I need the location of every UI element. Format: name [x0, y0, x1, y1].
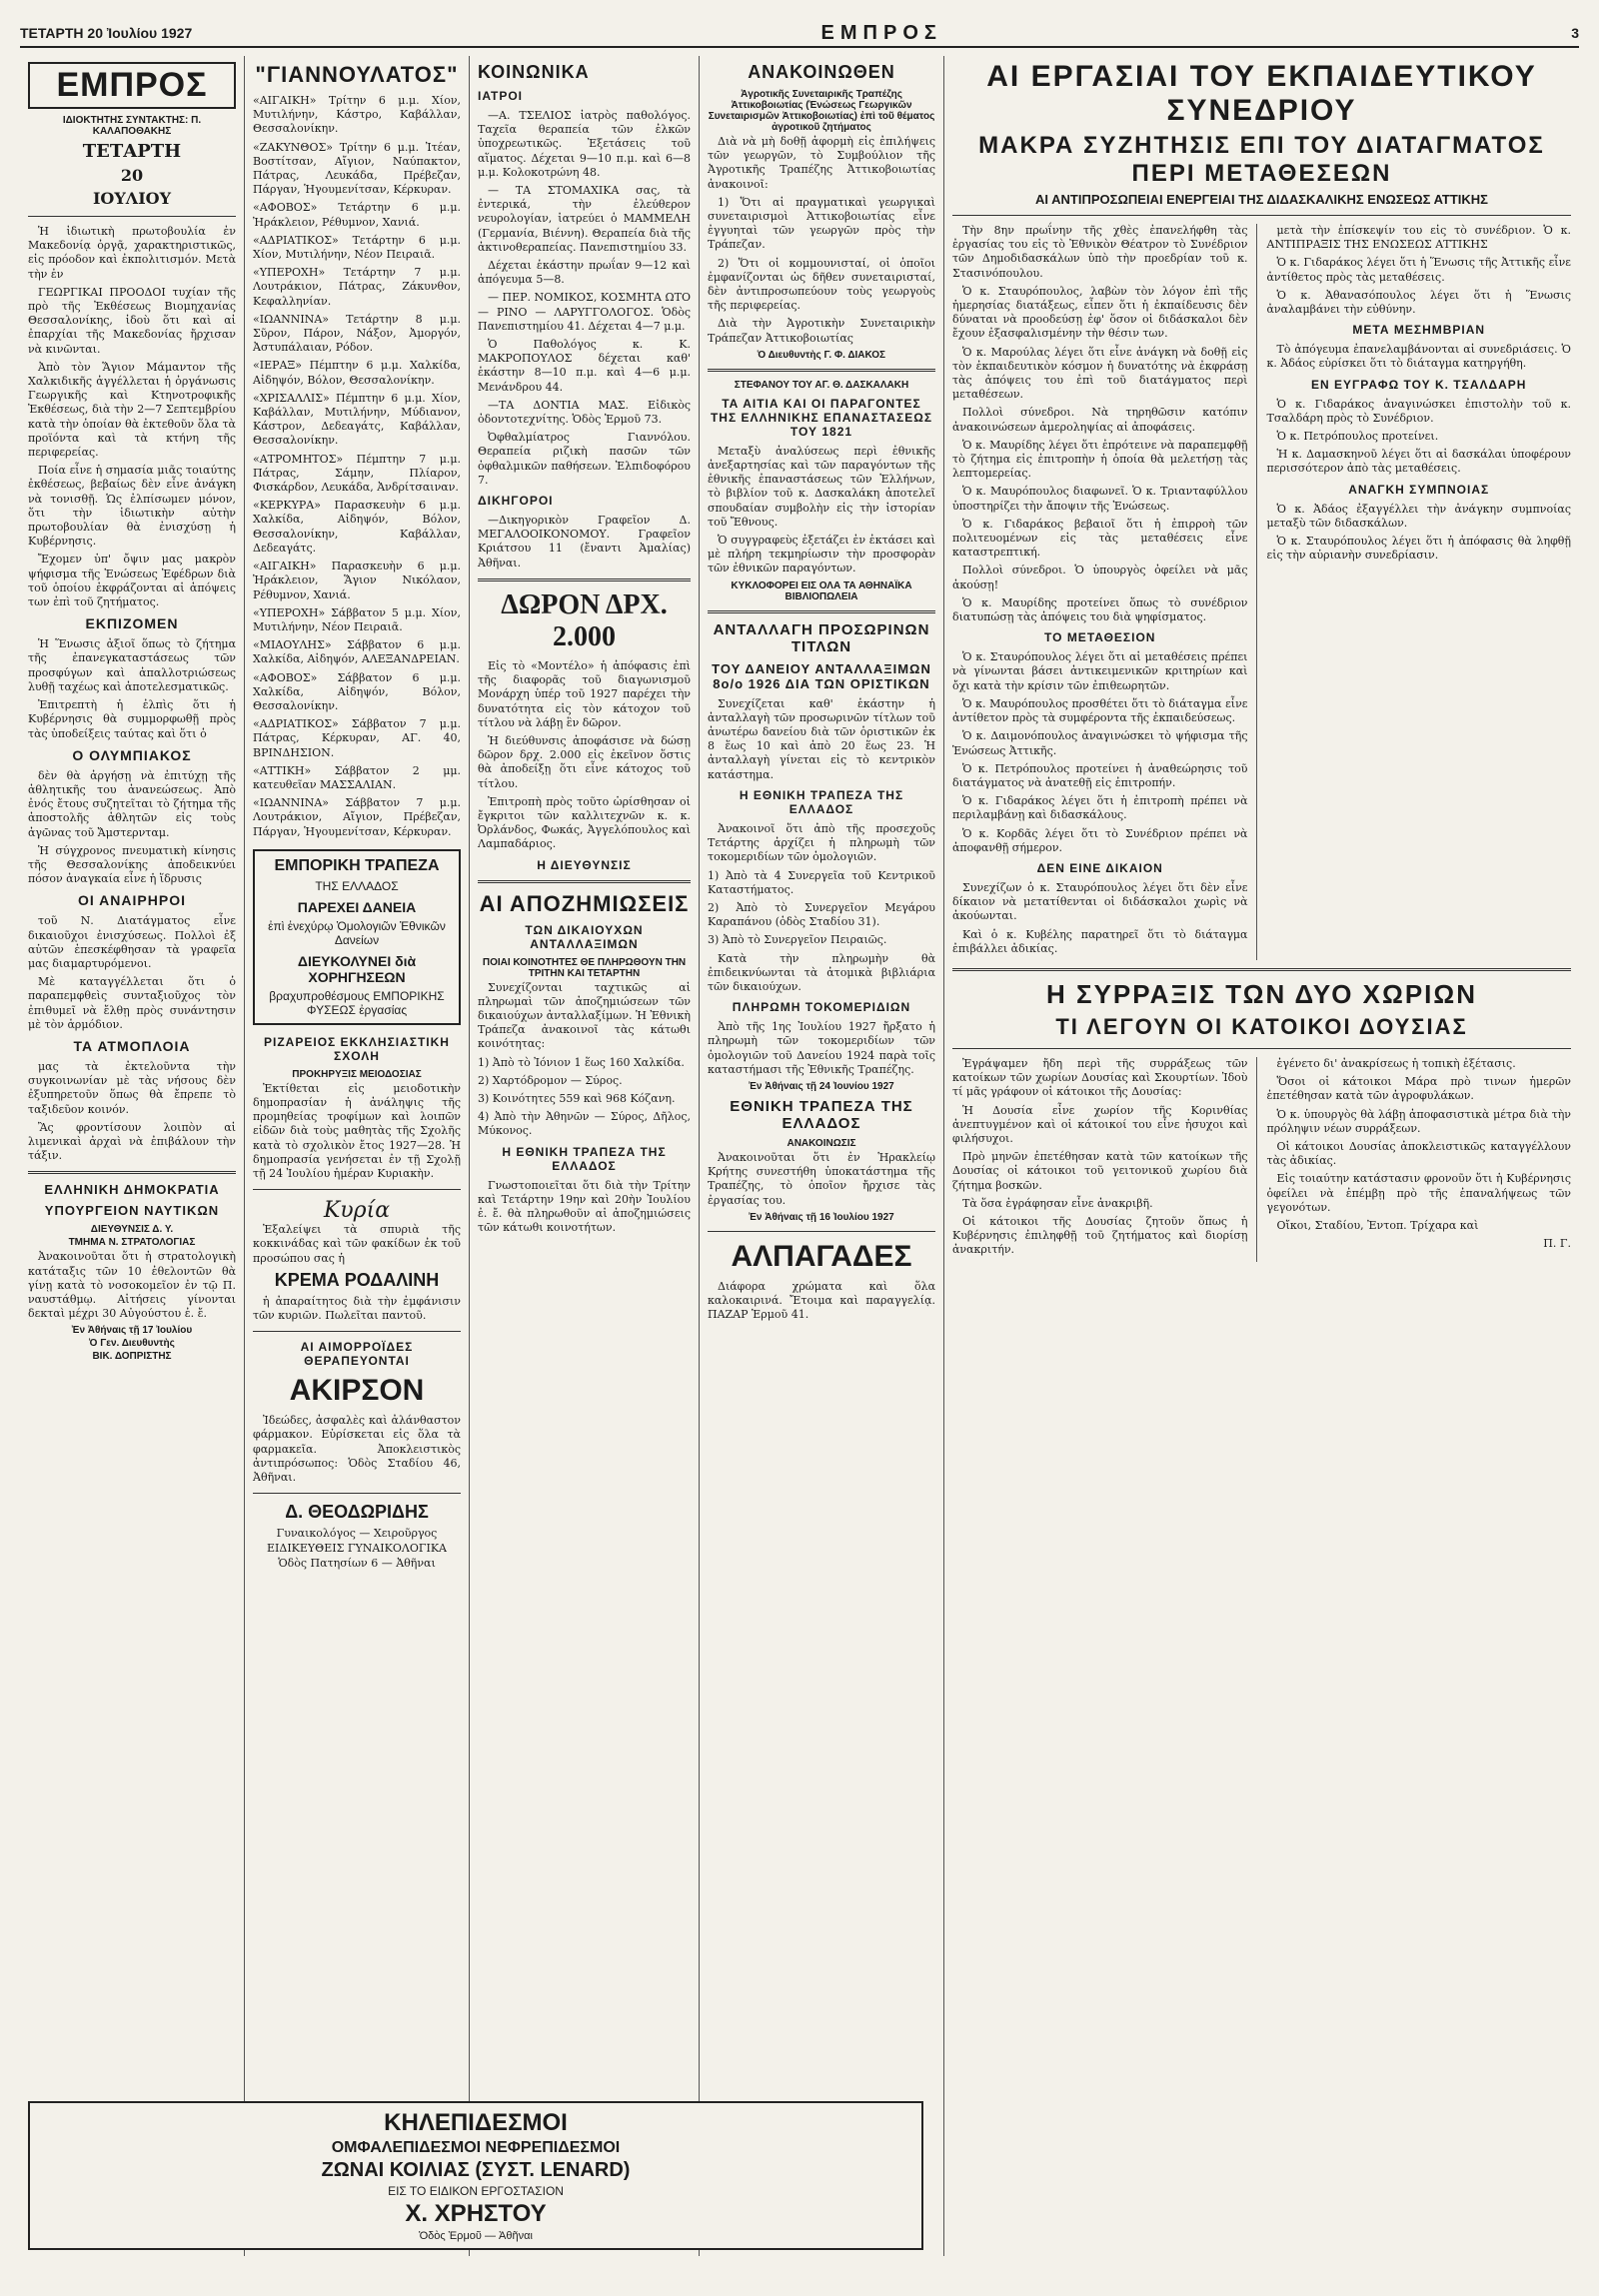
text: Μὲ καταγγέλλεται ὅτι ὁ παραπεμφθεὶς συνταξιοῦχος τὸν ἐπιθυμεῖ νὰ ἔλθῃ πρὸς συνάντησιν μὲ τὸν ἁρμόδιον. — [28, 975, 236, 1031]
text: ΓΕΩΡΓΙΚΑΙ ΠΡΟΟΔΟΙ τυχίαν τῆς πρὸ τῆς Ἐκθέσεως Βιομηχανίας Θεσσαλονίκης, ἰδοὺ ὅτι καὶ αἱ ἐπαρχίαι τῆς Μακεδονίας ἤρχισαν νὰ κινῶνται. — [28, 285, 236, 356]
text: Ὁ κ. Πετρόπουλος προτείνει. — [1276, 430, 1439, 444]
headline-villages: Η ΣΥΡΡΑΞΙΣ ΤΩΝ ΔΥΟ ΧΩΡΙΩΝ — [1045, 978, 1478, 1009]
text: Καὶ ὁ κ. Κυβέλης παρατηρεῖ ὅτι τὸ διάταγμα ἐπιβάλλει ἀδικίας. — [952, 927, 1248, 955]
villages-right — [1267, 1057, 1572, 1262]
column-4 — [700, 56, 944, 2256]
text: Ἡ ἰδιωτικὴ πρωτοβουλία ἐν Μακεδονίᾳ ὀργᾷ, χαρακτηριστικῶς, εἰς πρόοδον καὶ ἐκπολιτισμόν. Μετὰ τὴν ἐν — [28, 225, 236, 281]
headline-sub: ΜΑΚΡΑ ΣΥΖΗΤΗΣΙΣ ΕΠΙ ΤΟΥ ΔΙΑΤΑΓΜΑΤΟΣ ΠΕΡΙ ΜΕΤΑΘΕΣΕΩΝ — [978, 132, 1545, 187]
text: Ὁ κ. Γιδαράκος λέγει ὅτι ἡ ἐπιτροπὴ πρέπει νὰ περιλαμβάνῃ καὶ διδασκάλους. — [952, 794, 1248, 822]
subhead: ΕΚΠΙΖΟΜΕΝ — [85, 615, 179, 632]
bank2-title: ΕΘΝΙΚΗ ΤΡΑΠΕΖΑ ΤΗΣ ΕΛΛΑΔΟΣ — [730, 1097, 913, 1132]
column-5 — [944, 56, 1579, 2256]
text: Διὰ νὰ μὴ δοθῇ ἀφορμὴ εἰς ἐπιλήψεις τῶν γεωργῶν, τὸ Συμβούλιον τῆς Ἀγροτικῆς Τραπέζης Ἀττικοβοιωτίας ἀνακοινοῖ: — [708, 135, 935, 191]
text: Ὁ κ. Σταυρόπουλος λέγει ὅτι ἡ ἀπόφασις θὰ ληφθῇ εἰς τὴν αὐριανὴν συνεδρίασιν. — [1266, 535, 1571, 563]
text: —Α. ΤΣΕΛΙΟΣ ἰατρὸς παθολόγος. Ταχεῖα θεραπεία τῶν ἐλκῶν ὑποχρεωτικῶς. Ἐξετάσεις τοῦ αἵματος. Δέχεται 9—10 π.μ. καὶ 6—8 μ.μ. Κολοκοτρώνη 48. — [478, 109, 691, 179]
school-sub: ΠΡΟΚΗΡΥΞΙΣ ΜΕΙΟΔΟΣΙΑΣ — [292, 1068, 422, 1080]
ann3: ΑΝΑΚΟΙΝΩΣΙΣ — [787, 1137, 856, 1149]
bank-ad-offer2: ΔΙΕΥΚΟΛΥΝΕΙ διὰ ΧΟΡΗΓΗΣΕΩΝ — [297, 952, 417, 985]
editor-line: ΙΔΙΟΚΤΗΤΗΣ ΣΥΝΤΑΚΤΗΣ: Π. ΚΑΛΑΠΟΘΑΚΗΣ — [62, 115, 202, 137]
comp-sub: ΤΩΝ ΔΙΚΑΙΟΥΧΩΝ ΑΝΤΑΛΛΑΞΙΜΩΝ — [525, 922, 644, 951]
text: ἐγένετο δι' ἀνακρίσεως ἡ τοπικὴ ἐξέτασις. — [1276, 1056, 1516, 1070]
shipping-title: "ΓΙΑΝΝΟΥΛΑΤΟΣ" — [255, 62, 459, 87]
bank-ad-title: ΕΜΠΟΡΙΚΗ ΤΡΑΠΕΖΑ — [274, 856, 440, 874]
article-left — [952, 224, 1257, 960]
schedule: «ΥΠΕΡΟΧΗ» Σάββατον 5 μ.μ. Χίον, Μυτιλήνην, Νέον Πειραιᾶ. — [253, 605, 461, 633]
subhead: ΜΕΤΑ ΜΕΣΗΜΒΡΙΑΝ — [1352, 323, 1486, 338]
column-3 — [470, 56, 700, 2256]
month: ΙΟΥΛΙΟΥ — [92, 189, 172, 208]
books: ΚΥΚΛΟΦΟΡΕΙ ΕΙΣ ΟΛΑ ΤΑ ΑΘΗΝΑΪΚΑ ΒΙΒΛΙΟΠΩΛΕΙΑ — [731, 579, 912, 602]
notice-state: ΕΛΛΗΝΙΚΗ ΔΗΜΟΚΡΑΤΙΑ — [44, 1182, 220, 1198]
schedule: «ΑΙΓΑΙΚΗ» Παρασκευὴν 6 μ.μ. Ἠράκλειον, Ἅγιον Νικόλαον, Ρέθυμνον, Χανιά. — [253, 560, 461, 601]
text: Πολλοὶ σύνεδροι. Νὰ τηρηθῶσιν κατόπιν ἀνακοινώσεων ἀμεροληψίας αἱ ἀποφάσεις. — [952, 406, 1248, 434]
ad-kyria: Κυρία — [323, 1198, 391, 1224]
text: ἡ ἀπαραίτητος διὰ τὴν ἐμφάνισιν τῶν κυριῶν. Πωλεῖται παντοῦ. — [253, 1294, 461, 1322]
bottom-ad-h5: Χ. ΧΡΗΣΤΟΥ — [405, 2200, 547, 2227]
headline-villages-sub: ΤΙ ΛΕΓΟΥΝ ΟΙ ΚΑΤΟΙΚΟΙ ΔΟΥΣΙΑΣ — [1055, 1013, 1468, 1039]
text: Συνεχίζονται ταχτικῶς αἱ πληρωμαὶ τῶν ἀποζημιώσεων τῶν δικαιούχων ἀνταλλαξίμων. Ἡ Ἐθνικὴ Τράπεζα ἀνακοινοῖ τὰς κάτωθι κοινότητας: — [478, 980, 691, 1051]
text: Ἀνακοινοῦται ὅτι ἐν Ἡρακλείῳ Κρήτης συνεστήθη ὑποκατάστημα τῆς Τραπέζης, τὸ ὁποῖον ἤρχισε τὰς ἐργασίας του. — [708, 1150, 935, 1207]
text: Ἡ κ. Δαμασκηνοῦ λέγει ὅτι αἱ δασκάλαι ὑποφέρουν περισσότερον ἀπὸ τὰς μεταθέσεις. — [1266, 448, 1571, 476]
schedule: «ΑΦΟΒΟΣ» Σάββατον 6 μ.μ. Χαλκίδα, Αἰδηψόν, Βόλον, Θεσσαλονίκην. — [253, 670, 461, 712]
villages-columns — [952, 1057, 1571, 1262]
text: Ἐγράψαμεν ἤδη περὶ τῆς συρράξεως τῶν κατοίκων τῶν χωρίων Δουσίας καὶ Σκουρτίων. Ἰδοὺ τί μᾶς γράφουν οἱ κάτοικοι τῆς Δουσίας: — [952, 1056, 1248, 1099]
villages-left — [952, 1057, 1257, 1262]
text: Οἴκοι, Σταδίου, Ἐντοπ. Τρίχαρα καὶ — [1276, 1218, 1479, 1232]
essay-title: ΤΑ ΑΙΤΙΑ ΚΑΙ ΟΙ ΠΑΡΑΓΟΝΤΕΣ ΤΗΣ ΕΛΛΗΝΙΚΗΣ ΕΠΑΝΑΣΤΑΣΕΩΣ ΤΟΥ 1821 — [710, 396, 933, 439]
brand-title: ΕΜΠΡΟΣ — [28, 62, 236, 109]
text: Ὁ συγγραφεὺς ἐξετάζει ἐν ἐκτάσει καὶ μὲ πλήρη τεκμηρίωσιν τὴν προσφορὰν τῶν ἐθνικῶν παραγόντων. — [708, 534, 935, 575]
text: Ὁ κ. Κορδᾶς λέγει ὅτι τὸ Συνέδριον πρέπει νὰ ἀποφανθῇ σήμερον. — [952, 826, 1248, 854]
notice-dept: ΔΙΕΥΘΥΝΣΙΣ Δ. Υ. — [90, 1224, 174, 1236]
subhead: ΔΕΝ ΕΙΝΕ ΔΙΚΑΙΟΝ — [1036, 860, 1163, 875]
social-title: ΚΟΙΝΩΝΙΚΑ — [478, 62, 590, 82]
bottom-ad-h4: ΕΙΣ ΤΟ ΕΙΔΙΚΟΝ ΕΡΓΟΣΤΑΣΙΟΝ — [388, 2184, 564, 2198]
comp-title: ΑΙ ΑΠΟΖΗΜΙΩΣΕΙΣ — [479, 890, 690, 916]
text: Ὁ κ. Μαρούλας λέγει ὅτι εἶνε ἀνάγκη νὰ δοθῇ εἰς τὸν ἐκπαιδευτικὸν κόσμον ἡ δυνατότης νὰ ἐκφράσῃ τὰς ἀπόψεις του ἐπὶ τοῦ διατάγματος περὶ μεταθέσεων. — [952, 345, 1248, 402]
ad-cream: ΚΡΕΜΑ ΡΟΔΑΛΙΝΗ — [274, 1269, 440, 1290]
column-1 — [20, 56, 245, 2256]
text: Ἂς φροντίσουν λοιπὸν αἱ λιμενικαὶ ἀρχαὶ νὰ ἐπιβάλουν τὴν τάξιν. — [28, 1120, 236, 1163]
text: Δέχεται ἑκάστην πρωΐαν 9—12 καὶ ἀπόγευμα 5—8. — [478, 259, 691, 287]
text: Ἡ σύγχρονος πνευματικὴ κίνησις τῆς Θεσσαλονίκης ἀποδεικνύει πόσον ἀναγκαία εἶνε ἡ ἵδρυσις — [28, 843, 236, 886]
schedule: «ΑΙΓΑΙΚΗ» Τρίτην 6 μ.μ. Χίον, Μυτιλήνην, Κάστρο, Καβάλλαν, Θεσσαλονίκην. — [253, 94, 461, 136]
ad-akirson: ΑΚΙΡΣΟΝ — [289, 1374, 425, 1408]
schedule: «ΚΕΡΚΥΡΑ» Παρασκευὴν 6 μ.μ. Χαλκίδα, Αἰδηψόν, Βόλον, Θεσσαλονίκην, Καβάλλαν, Δεδεαγάτς. — [253, 499, 461, 555]
text: Διάφορα χρώματα καὶ ὅλα καλοκαιρινά. Ἔτοιμα καὶ παραγγελίᾳ. ΠΑΖΑΡ Ἑρμοῦ 41. — [708, 1279, 935, 1322]
comp-sub2: ΠΟΙΑΙ ΚΟΙΝΟΤΗΤΕΣ ΘΕ ΠΛΗΡΩΘΟΥΝ ΤΗΝ ΤΡΙΤΗΝ ΚΑΙ ΤΕΤΑΡΤΗΝ — [482, 956, 687, 979]
text: Ἐκτίθεται εἰς μειοδοτικὴν δημοπρασίαν ἡ ἀνάληψις τῆς προμηθείας τροφίμων καὶ λοιπῶν εἰδῶν διὰ τοὺς μαθητὰς τῆς Σχολῆς κατὰ τὸ σχολικὸν ἔτος 1927—28. Ἡ δημοπρασία γενήσεται ἐν τῇ Σχολῇ τῇ 24 Ἰουλίου ἡμέραν Κυριακὴν. — [253, 1081, 461, 1180]
text: Ἡ Δουσία εἶνε χωρίον τῆς Κορινθίας ἀνεπτυγμένον καὶ οἱ κάτοικοί του εἶνε ἡσυχοι καὶ φιλήσυχοι. — [952, 1103, 1248, 1145]
ad-doctor-line: Γυναικολόγος — Χειροῦργος — [276, 1527, 438, 1541]
school-title: ΡΙΖΑΡΕΙΟΣ ΕΚΚΛΗΣΙΑΣΤΙΚΗ ΣΧΟΛΗ — [264, 1034, 450, 1063]
notice-ministry: ΥΠΟΥΡΓΕΙΟΝ ΝΑΥΤΙΚΩΝ — [44, 1203, 220, 1219]
mast-right: 3 — [1571, 25, 1579, 41]
text: 4) Ἀπὸ τὴν Ἀθηνῶν — Σύρος, Δῆλος, Μύκονος. — [478, 1110, 691, 1138]
ad-doctor-line: Ὁδὸς Πατησίων 6 — Ἀθῆναι — [278, 1557, 436, 1571]
text: Ὁ κ. Σταυρόπουλος λέγει ὅτι αἱ μεταθέσεις πρέπει νὰ γίνωνται βάσει ἀντικειμενικῶν κριτηρίων καὶ ὄχι κατὰ τὴν κρίσιν τῶν ἐπιθεωρητῶν. — [952, 650, 1248, 692]
text: Ὁ κ. Σταυρόπουλος, λαβὼν τὸν λόγον ἐπὶ τῆς ἡμερησίας διατάξεως, εἶπεν ὅτι ἡ ἐκπαίδευσις δὲν δύναται νὰ προοδεύσῃ ἐφ' ὅσον οἱ διδάσκαλοι δὲν ἔχουν ἐξασφαλισμένην τὴν θέσιν των. — [952, 284, 1248, 341]
subhead: ΤΑ ΑΤΜΟΠΛΟΙΑ — [73, 1037, 191, 1054]
subhead: ΑΝΑΓΚΗ ΣΥΜΠΝΟΙΑΣ — [1348, 482, 1490, 497]
schedule: «ΜΙΑΟΥΛΗΣ» Σάββατον 6 μ.μ. Χαλκίδα, Αἰδηψόν, ΑΛΕΞΑΝΔΡΕΙΑΝ. — [253, 638, 461, 666]
article-columns — [952, 224, 1571, 960]
notice-office: ΤΜΗΜΑ Ν. ΣΤΡΑΤΟΛΟΓΙΑΣ — [68, 1237, 196, 1249]
essay-author: ΣΤΕΦΑΝΟΥ ΤΟΥ ΑΓ. Θ. ΔΑΣΚΑΛΑΚΗ — [734, 379, 909, 391]
mast-center: ΕΜΠΡΟΣ — [820, 21, 942, 44]
text: Ὁ κ. Γιδαράκος ἀναγινώσκει ἐπιστολὴν τοῦ κ. Τσαλδάρη πρὸς τὸ Συνέδριον. — [1266, 397, 1571, 425]
masthead — [20, 20, 1579, 48]
text: Συνεχίζων ὁ κ. Σταυρόπουλος λέγει ὅτι δὲν εἶνε δίκαιον νὰ μετατίθενται οἱ διδάσκαλοι χωρὶς νὰ ἀκούωνται. — [952, 880, 1248, 923]
text: Ποία εἶνε ἡ σημασία μιᾶς τοιαύτης ἐκθέσεως, βεβαίως δὲν εἶνε ἀνάγκη νὰ τονισθῇ. Ὡς ἐλπίσωμεν μόνον, ὅτι τὴν ἰδιωτικὴν αὐτὴν πρωτοβουλίαν θὰ ἐνισχύσῃ ἡ Κυβέρνησις. — [28, 464, 236, 549]
bank-ad-text2: βραχυπροθέσμους ΕΜΠΟΡΙΚΗΣ ΦΥΣΕΩΣ ἐργασίας — [269, 988, 445, 1017]
day: 20 — [120, 166, 144, 185]
ad-hem: ΑΙ ΑΙΜΟΡΡΟΪΔΕΣ ΘΕΡΑΠΕΥΟΝΤΑΙ — [300, 1340, 414, 1369]
coupons-title: ΠΛΗΡΩΜΗ ΤΟΚΟΜΕΡΙΔΙΩΝ — [732, 1000, 911, 1015]
headline-sub2: ΑΙ ΑΝΤΙΠΡΟΣΩΠΕΙΑΙ ΕΝΕΡΓΕΙΑΙ ΤΗΣ ΔΙΔΑΣΚΑΛΙΚΗΣ ΕΝΩΣΕΩΣ ΑΤΤΙΚΗΣ — [1035, 192, 1488, 207]
text: Ὁ κ. Μαυρίδης λέγει ὅτι ἐπρότεινε νὰ παραπεμφθῇ τὸ ζήτημα εἰς ἐπιτροπὴν ἡ ὁποία θὰ μελετήσῃ τὰς λεπτομερείας. — [952, 438, 1248, 481]
weekday: ΤΕΤΑΡΤΗ — [82, 141, 182, 162]
headline-main: ΑΙ ΕΡΓΑΣΙΑΙ ΤΟΥ ΕΚΠΑΙΔΕΥΤΙΚΟΥ ΣΥΝΕΔΡΙΟΥ — [986, 60, 1537, 127]
columns — [20, 56, 1579, 2256]
text: 1) Ὅτι αἱ πραγματικαὶ γεωργικαὶ συνεταιρισμοὶ Ἀττικοβοιωτίας εἶνε ἐγγυηταὶ τῶν γεωργῶν πρὸς τὴν Τράπεζαν. — [708, 195, 935, 252]
subhead: ΤΟ ΜΕΤΑΘΕΣΙΟΝ — [1044, 630, 1156, 645]
article-right — [1267, 224, 1572, 960]
bottom-ad — [28, 2101, 923, 2250]
text: 2) Χαρτόδρομον — Σύρος. — [478, 1073, 623, 1087]
bank-ad-sub: ΤΗΣ ΕΛΛΑΔΟΣ — [315, 878, 399, 893]
sign: Ὁ Διευθυντὴς Γ. Φ. ΔΙΑΚΟΣ — [757, 349, 886, 361]
schedule: «ΖΑΚΥΝΘΟΣ» Τρίτην 6 μ.μ. Ἰτέαν, Βοστίτσαν, Αἴγιον, Ναύπακτον, Πάτρας, Λευκάδα, Πρέβεζαν, Πάργαν, Ἡγουμενίτσαν, Κέρκυραν. — [253, 140, 461, 197]
text: Εἰς τὸ «Μοντέλο» ἡ ἀπόφασις ἐπὶ τῆς διαφορᾶς τοῦ διαγωνισμοῦ Μονάρχη ὑπέρ τοῦ 1927 παρέχει τὴν δυνατότητα εἰς τὸν κάτοχον τοῦ τίτλου νὰ λάβῃ ἓν δῶρον. — [478, 658, 691, 729]
ann-title: ΑΝΑΚΟΙΝΩΘΕΝ — [748, 62, 895, 82]
text: — ΤΑ ΣΤΟΜΑΧΙΚΑ σας, τὰ ἐντερικά, τὴν ἐλεύθερον νευρολογίαν, ἰατρεύει ὁ ΜΑΜΜΕΛΗ (Γερμανία, Βιέννη). Θεραπεία διὰ τῆς ἀκτινοθεραπείας. Πανεπιστημίου 33. — [478, 184, 691, 254]
lawyers-title: ΔΙΚΗΓΟΡΟΙ — [478, 494, 554, 509]
bottom-ad-h3: ΖΩΝΑΙ ΚΟΙΛΙΑΣ (ΣΥΣΤ. LENARD) — [321, 2159, 631, 2181]
text: τοῦ Ν. Διατάγματος εἶνε δικαιοῦχοι ἐνισχύσεως. Πολλοὶ ἐξ αὐτῶν ἐπεσκέφθησαν τὰ γραφεῖα μας διαμαρτυρόμενοι. — [28, 914, 236, 970]
schedule: «ΑΤΡΟΜΗΤΟΣ» Πέμπτην 7 μ.μ. Πάτρας, Σάμην, Πλίαρον, Φισκάρδον, Λευκάδα, Ἀνδρίτσαιναν. — [253, 452, 461, 495]
text: Τὸ ἀπόγευμα ἐπανελαμβάνονται αἱ συνεδριάσεις. Ὁ κ. Ἀδάος εὑρίσκει ὅτι τὸ διάταγμα κατηργήθη. — [1266, 343, 1571, 371]
text: Ἐπιτρεπτὴ ἡ ἐλπὶς ὅτι ἡ Κυβέρνησις θὰ συμμορφωθῇ πρὸς τὰς ὑποδείξεις ταύτας καὶ ὅτι ὁ — [28, 698, 236, 740]
text: —ΤΑ ΔΟΝΤΙΑ ΜΑΣ. Εἰδικὸς ὀδοντοτεχνίτης. Ὁδὸς Ἑρμοῦ 73. — [478, 398, 691, 427]
ad-doctor: Δ. ΘΕΟΔΩΡΙΔΗΣ — [285, 1502, 429, 1523]
text: Πολλοὶ σύνεδροι. Ὁ ὑπουργὸς ὀφείλει νὰ μᾶς ἀκούσῃ! — [952, 564, 1248, 591]
bottom-ad-h2: ΟΜΦΑΛΕΠΙΔΕΣΜΟΙ ΝΕΦΡΕΠΙΔΕΣΜΟΙ — [331, 2139, 621, 2156]
text: Ὁ κ. Πετρόπουλος προτείνει ἡ ἀναθεώρησις τοῦ διατάγματος νὰ ἀνατεθῇ εἰς ἐπιτροπήν. — [952, 761, 1248, 789]
subhead: Ο ΟΛΥΜΠΙΑΚΟΣ — [72, 746, 192, 763]
gift-sign: Η ΔΙΕΥΘΥΝΣΙΣ — [537, 857, 632, 872]
text: Ὁ κ. Γιδαράκος λέγει ὅτι ἡ Ἕνωσις τῆς Ἀττικῆς εἶνε ἀντίθετος πρὸς τὰς μεταθέσεις. — [1266, 256, 1571, 284]
text: Π. Γ. — [1543, 1237, 1571, 1251]
bank-ad — [253, 849, 461, 1025]
text: Τὴν 8ην πρωΐνην τῆς χθὲς ἐπανελήφθη τὰς ἐργασίας του εἰς τὸ Ἐθνικὸν Θέατρον τὸ Συνέδριον τῶν Δημοδιδασκάλων ὑπὸ τὴν προεδρίαν τοῦ κ. Στασινόπουλου. — [952, 224, 1248, 280]
text: Ἀνακοινοῖ ὅτι ἀπὸ τῆς προσεχοῦς Τετάρτης ἀρχίζει ἡ πληρωμὴ τῶν τοκομεριδίων τῶν ὁμολογιῶν. — [708, 821, 935, 864]
sign: Ὁ Γεν. Διευθυντὴς — [89, 1338, 175, 1350]
schedule: «ΙΩΑΝΝΙΝΑ» Σάββατον 7 μ.μ. Λουτράκιον, Αἴγιον, Πρέβεζαν, Πάργαν, Ἡγουμενίτσαν, Κέρκυραν. — [253, 796, 461, 838]
exchange-sub: ΤΟΥ ΔΑΝΕΙΟΥ ΑΝΤΑΛΛΑΞΙΜΩΝ 8ο/ο 1926 ΔΙΑ ΤΩΝ ΟΡΙΣΤΙΚΩΝ — [712, 660, 931, 691]
text: Ἀνακοινοῦται ὅτι ἡ στρατολογικὴ κατάταξις τῶν 10 ἐθελοντῶν θὰ γίνῃ κατὰ τὸ νοσοκομεῖον ἐν τῷ Π. ναυστάθμῳ. Αἰτήσεις γίνονται δεκταὶ μέχρι 30 Αὐγούστου ἐ. ἔ. — [28, 1250, 236, 1321]
bank-title: Η ΕΘΝΙΚΗ ΤΡΑΠΕΖΑ ΤΗΣ ΕΛΛΑΔΟΣ — [502, 1144, 667, 1173]
bottom-ad-h1: ΚΗΛΕΠΙΔΕΣΜΟΙ — [384, 2109, 568, 2136]
text: Εἰς τοιαύτην κατάστασιν φρονοῦν ὅτι ἡ Κυβέρνησις ὀφείλει νὰ ἐπέμβῃ πρὸ τῆς ἐπαναλήψεως τῶν γεγονότων. — [1266, 1172, 1571, 1214]
ann-sub: Ἀγροτικῆς Συνεταιρικῆς Τραπέζης Ἀττικοβοιωτίας (Ἑνώσεως Γεωργικῶν Συνεταιρισμῶν Ἀττικοβοιωτίας) ἐπὶ τοῦ θέματος ἀγροτικοῦ ζητήματος — [708, 89, 935, 133]
newspaper-page — [20, 20, 1579, 2256]
text: Ὀφθαλμίατρος Γιαννόλου. Θεραπεία ριζικὴ πασῶν τῶν ὀφθαλμικῶν παθήσεων. Ἐλπιδοφόρου 7. — [478, 431, 691, 487]
text: Ἡ διεύθυνσις ἀποφάσισε νὰ δώσῃ δῶρον δρχ. 2.000 εἰς ἐκεῖνον ὅστις θὰ ἀποδείξῃ ὅτι εἶνε κάτοχος τοῦ τίτλου. — [478, 733, 691, 790]
text: Ὁ κ. Δαιμονόπουλος ἀναγινώσκει τὸ ψήφισμα τῆς Ἑνώσεως Ἀττικῆς. — [952, 729, 1248, 757]
bank-ad-text: ἐπὶ ἐνεχύρῳ Ὁμολογιῶν Ἐθνικῶν Δανείων — [268, 918, 446, 947]
text: Ὁ κ. Ἀδάος ἐξαγγέλλει τὴν ἀνάγκην συμπνοίας μεταξὺ τῶν διδασκάλων. — [1266, 502, 1571, 530]
schedule: «ΧΡΙΣΑΛΛΙΣ» Πέμπτην 6 μ.μ. Χίον, Καβάλλαν, Μυτιλήνην, Μύδιανον, Κάστρον, Δεδεαγάτς, Καβάλλαν, Θεσσαλονίκην. — [253, 391, 461, 448]
text: Ὁ κ. ὑπουργὸς θὰ λάβῃ ἀποφασιστικὰ μέτρα διὰ τὴν πρόληψιν νέων συρράξεων. — [1266, 1107, 1571, 1135]
text: Μεταξὺ ἀναλύσεως περὶ ἐθνικῆς ἀνεξαρτησίας καὶ τῶν παραγόντων τῆς ἐθνικῆς ἐπαναστάσεως τῶν Ἑλλήνων, τὸ βιβλίον τοῦ κ. Δασκαλάκη ἀποτελεῖ σπουδαίαν συμβολὴν εἰς τὴν ἱστορίαν τοῦ Ἔθνους. — [708, 444, 935, 529]
text: Ἐξαλείψει τὰ σπυριὰ τῆς κοκκινάδας καὶ τῶν φακίδων ἐκ τοῦ προσώπου σας ἡ — [253, 1223, 461, 1265]
text: Ὅσοι οἱ κάτοικοι Μάρα πρὸ τινων ἡμερῶν ἐπετέθησαν κατὰ τῶν ἀγροφυλάκων. — [1266, 1075, 1571, 1103]
text: 1) Ἀπὸ τὰ 4 Συνεργεῖα τοῦ Κεντρικοῦ Καταστήματος. — [708, 868, 935, 896]
text: Ἐπιτροπὴ πρὸς τοῦτο ὡρίσθησαν οἱ ἔγκριτοι τῶν καλλιτεχνῶν κ. κ. Ὀρλάνδος, Φωκάς, Ἀγγελόπουλος καὶ Λαμπαδάριος. — [478, 794, 691, 851]
text: Ὁ Παθολόγος κ. Κ. ΜΑΚΡΟΠΟΥΛΟΣ δέχεται καθ' ἑκάστην 8—10 π.μ. καὶ 4—6 μ.μ. Μενάνδρου 44. — [478, 338, 691, 394]
text: Ὁ κ. Μαυρόπουλος προσθέτει ὅτι τὸ διάταγμα εἶνε ἀντίθετον πρὸς τὰ συμφέροντα τῆς ἐκπαιδεύσεως. — [952, 696, 1248, 725]
text: Ὁ κ. Μαυρίδης προτείνει ὅπως τὸ συνέδριον διατυπώσῃ τὰς ἀπόψεις του διὰ ψηφίσματος. — [952, 595, 1248, 624]
text: Ὁ κ. Γιδαράκος βεβαιοῖ ὅτι ἡ ἐπιρροὴ τῶν πολιτευομένων εἰς τὰς μεταθέσεις εἶνε καταστρεπτική. — [952, 517, 1248, 560]
text: Ἡ Ἕνωσις ἀξιοῖ ὅπως τὸ ζήτημα τῆς ἐπανεγκαταστάσεως τῶν προσφύγων καὶ ἀπαλλοτριώσεως λυθῇ ταχέως καὶ ἀποτελεσματικῶς. — [28, 637, 236, 693]
text: Ἀπὸ τῆς 1ης Ἰουλίου 1927 ἤρξατο ἡ πληρωμὴ τῶν τοκομεριδίων τῶν ὁμολογιῶν τοῦ Δανείου 1924 παρὰ τοῖς καταστήμασι τῆς Ἐθνικῆς Τραπέζης. — [708, 1020, 935, 1076]
text: 1) Ἀπὸ τὸ Ἰόνιον 1 ἕως 160 Χαλκίδα. — [478, 1055, 685, 1069]
text: Ἰδεώδες, ἀσφαλὲς καὶ ἀλάνθαστον φάρμακον. Εὑρίσκεται εἰς ὅλα τὰ φαρμακεῖα. Ἀποκλειστικὸς ἀντιπρόσωπος: Ὁδὸς Σταδίου 46, Ἀθῆναι. — [253, 1414, 461, 1484]
text: μας τὰ ἐκτελοῦντα τὴν συγκοινωνίαν μὲ τὰς νήσους δὲν ἐξυπηρετοῦν ὅπως θὰ ἔπρεπε τὸ ταξιδεῦον κοινόν. — [28, 1059, 236, 1116]
schedule: «ΑΦΟΒΟΣ» Τετάρτην 6 μ.μ. Ἠράκλειον, Ρέθυμνον, Χανιά. — [253, 201, 461, 229]
gift-title: ΔΩΡΟΝ ΔΡΧ. 2.000 — [501, 588, 668, 652]
sign: Ἐν Ἀθήναις τῇ 17 Ἰουλίου — [71, 1325, 193, 1337]
bank-title: Η ΕΘΝΙΚΗ ΤΡΑΠΕΖΑ ΤΗΣ ΕΛΛΑΔΟΣ — [739, 787, 904, 816]
schedule: «ΙΩΑΝΝΙΝΑ» Τετάρτην 8 μ.μ. Σῦρον, Πάρον, Νάξον, Ἀμοργόν, Ἀστυπάλαιαν, Ρόδον. — [253, 312, 461, 355]
text: Ἀπὸ τὸν Ἅγιον Μάμαντον τῆς Χαλκιδικῆς ἀγγέλλεται ἡ ὀργάνωσις Γεωργικῆς καὶ Κτηνοτροφικῆς Ἐκθέσεως, διὰ τὴν 2—7 Σεπτεμβρίου κατὰ τὴν ὁποίαν θὰ ἐκτεθοῦν ὅλα τὰ προϊόντα καὶ τὰ κτήνη τῆς περιφερείας. — [28, 360, 236, 460]
text: δὲν θὰ ἀργήσῃ νὰ ἐπιτύχῃ τῆς ἀθλητικῆς του ἀνανεώσεως. Ἀπὸ ἐνός ἔτους συζητεῖται τὸ ζήτημα τῆς ἀποστολῆς ἀθλητῶν εἰς τοὺς ἀγῶνας τοῦ Ἄμστερνταμ. — [28, 768, 236, 839]
text: 2) Ὅτι οἱ κομμουνισταί, οἱ ὁποῖοι ἐμφανίζονται ὡς δῆθεν συνεταιρισταί, δὲν ἀντιπροσωπεύουν τοὺς γεωργοὺς τῆς περιφερείας. — [708, 256, 935, 313]
exchange-title: ΑΝΤΑΛΛΑΓΗ ΠΡΟΣΩΡΙΝΩΝ ΤΙΤΛΩΝ — [713, 620, 930, 655]
column-2 — [245, 56, 470, 2256]
text: Οἱ κάτοικοι τῆς Δουσίας ζητοῦν ὅπως ἡ Κυβέρνησις ἐπιληφθῇ τοῦ ζητήματος καὶ διορίσῃ ἀνακριτήν. — [952, 1214, 1248, 1257]
text: Ὁ κ. Μαυρόπουλος διαφωνεῖ. Ὁ κ. Τριανταφύλλου ὑποστηρίζει τὴν ἄποψιν τῆς Ἑνώσεως. — [952, 485, 1248, 513]
schedule: «ΥΠΕΡΟΧΗ» Τετάρτην 7 μ.μ. Λουτράκιον, Πάτρας, Ζάκυνθον, Κεφαλληνίαν. — [253, 266, 461, 308]
text: 3) Ἀπὸ τὸ Συνεργεῖον Πειραιῶς. — [708, 933, 887, 947]
text: 2) Ἀπὸ τὸ Συνεργεῖον Μεγάρου Καραπάνου (ὁδὸς Σταδίου 31). — [708, 900, 935, 929]
text: Διὰ τὴν Ἀγροτικὴν Συνεταιρικὴν Τράπεζαν Ἀττικοβοιωτίας — [708, 317, 935, 345]
text: μετὰ τὴν ἐπίσκεψίν του εἰς τὸ συνέδριον. Ὁ κ. ΑΝΤΙΠΡΑΞΙΣ ΤΗΣ ΕΝΩΣΕΩΣ ΑΤΤΙΚΗΣ — [1266, 224, 1571, 252]
bottom-ad-h6: Ὁδὸς Ἑρμοῦ — Ἀθῆναι — [419, 2230, 533, 2242]
text: Γνωστοποιεῖται ὅτι διὰ τὴν Τρίτην καὶ Τετάρτην 19ην καὶ 20ὴν Ἰουλίου ἐ. ἔ. θὰ πληρωθοῦν αἱ ἀποζημιώσεις τῶν κάτωθι κοινοτήτων. — [478, 1178, 691, 1235]
schedule: «ΑΔΡΙΑΤΙΚΟΣ» Τετάρτην 6 μ.μ. Χίον, Μυτιλήνην, Νέον Πειραιᾶ. — [253, 233, 461, 262]
text: Ἔχομεν ὑπ' ὄψιν μας μακρὸν ψήφισμα τῆς Ἑνώσεως Ἐφέδρων διὰ τοῦ ὁποίου ἐκφράζονται αἱ ἀπόψεις των ἐπὶ τοῦ ζητήματος. — [28, 553, 236, 609]
text: Συνεχίζεται καθ' ἑκάστην ἡ ἀνταλλαγὴ τῶν προσωρινῶν τίτλων τοῦ ἀνωτέρω δανείου διὰ τῶν ὁριστικῶν ἐκ 8 ἕως 10 καὶ ἀπὸ 20 ἕως 23. Ἡ ἀνταλλαγὴ γίνεται εἰς τὸ κεντρικὸν κατάστημα. — [708, 696, 935, 781]
schedule: «ΑΔΡΙΑΤΙΚΟΣ» Σάββατον 7 μ.μ. Πάτρας, Κέρκυραν, ΑΓ. 40, ΒΡΙΝΔΗΣΙΟΝ. — [253, 717, 461, 759]
text: Τὰ ὅσα ἐγράφησαν εἶνε ἀνακριβῆ. — [962, 1196, 1153, 1210]
text: Κατὰ τὴν πληρωμὴν θὰ ἐπιδεικνύωνται τὰ ἀτομικὰ βιβλιάρια τῶν δικαιούχων. — [708, 951, 935, 993]
text: Ὁ κ. Ἀθανασόπουλος λέγει ὅτι ἡ Ἕνωσις ἀναλαμβάνει τὴν εὐθύνην. — [1266, 288, 1571, 317]
ad-alpagades: ΑΛΠΑΓΑΔΕΣ — [731, 1239, 912, 1273]
doctors-title: ΙΑΤΡΟΙ — [478, 89, 524, 103]
sign: Ἐν Ἀθήναις τῇ 24 Ἰουνίου 1927 — [749, 1080, 894, 1092]
text: Πρὸ μηνῶν ἐπετέθησαν κατὰ τῶν κατοίκων τῆς Δουσίας οἱ κάτοικοι τοῦ γειτονικοῦ χωρίου διὰ ζήτημα βοσκῶν. — [952, 1150, 1248, 1192]
text: 3) Κοινότητες 559 καὶ 968 Κόζανη. — [478, 1091, 676, 1105]
subhead: ΕΝ ΕΥΓΡΑΦΩ ΤΟΥ Κ. ΤΣΑΛΔΑΡΗ — [1311, 377, 1527, 392]
text: Οἱ κάτοικοι Δουσίας ἀποκλειστικῶς καταγγέλλουν τὰς ἀδικίας. — [1266, 1139, 1571, 1168]
text: —Δικηγορικὸν Γραφεῖον Δ. ΜΕΓΑΛΟΟΙΚΟΝΟΜΟΥ. Γραφεῖον Κριάτσου 11 (ἔναντι Ἀμαλίας) Ἀθῆναι. — [478, 514, 691, 570]
ad-doctor-line: ΕΙΔΙΚΕΥΘΕΙΣ ΓΥΝΑΙΚΟΛΟΓΙΚΑ — [267, 1542, 447, 1556]
text: — ΠΕΡ. ΝΟΜΙΚΟΣ, ΚΟΣΜΗΤΑ ΩΤΟ — ΡΙΝΟ — ΛΑΡΥΓΓΟΛΟΓΟΣ. Ὁδὸς Πανεπιστημίου 41. Δέχεται 4—7 μ.μ. — [478, 291, 691, 333]
schedule: «ΙΕΡΑΞ» Πέμπτην 6 μ.μ. Χαλκίδα, Αἰδηψόν, Βόλον, Θεσσαλονίκην. — [253, 359, 461, 387]
bank-ad-offer: ΠΑΡΕΧΕΙ ΔΑΝΕΙΑ — [297, 898, 417, 915]
sign: Ἐν Ἀθήναις τῇ 16 Ἰουλίου 1927 — [749, 1211, 894, 1223]
schedule: «ΑΤΤΙΚΗ» Σάββατον 2 μμ. κατευθεῖαν ΜΑΣΣΑΛΙΑΝ. — [253, 763, 461, 791]
subhead: ΟΙ ΑΝΑΙΡΗΡΟΙ — [78, 892, 186, 909]
mast-left: ΤΕΤΑΡΤΗ 20 Ἰουλίου 1927 — [20, 25, 193, 41]
sign: ΒΙΚ. ΔΟΠΡΙΣΤΗΣ — [92, 1351, 172, 1363]
